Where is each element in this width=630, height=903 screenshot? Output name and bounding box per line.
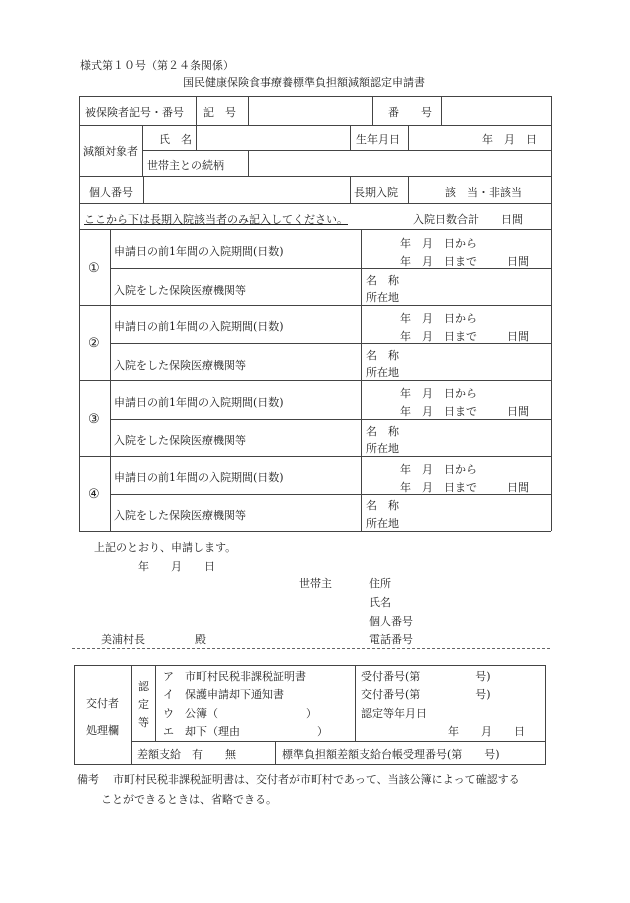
hospital-name-label: 名 称	[366, 499, 399, 512]
hospital-name-label: 名 称	[366, 349, 399, 362]
processor-label-1: 交付者	[86, 697, 119, 710]
stay-period-label: 申請日の前1年間の入院期間(日数)	[114, 471, 284, 484]
stay-period-label: 申請日の前1年間の入院期間(日数)	[114, 396, 284, 409]
applicant-name-label: 氏名	[369, 596, 391, 609]
hospital-label: 入院をした保険医療機関等	[114, 359, 246, 372]
relation-label: 世帯主との続柄	[147, 159, 224, 172]
hospital-address-label: 所在地	[366, 517, 399, 530]
issue-number-label: 交付番号(第 号)	[361, 688, 491, 701]
total-days-label: 入院日数合計 日間	[413, 213, 523, 226]
hospital-label: 入院をした保険医療機関等	[114, 434, 246, 447]
cert-item-a: ア 市町村民税非課税証明書	[163, 670, 306, 683]
applicant-individual-number-label: 個人番号	[369, 615, 413, 628]
stay-from: 年 月 日から	[400, 463, 477, 476]
stay-from: 年 月 日から	[400, 237, 477, 250]
cert-item-u: ウ 公簿（ ）	[163, 707, 317, 720]
phone-label: 電話番号	[369, 633, 413, 646]
hospital-label: 入院をした保険医療機関等	[114, 509, 246, 522]
individual-number-label: 個人番号	[89, 186, 133, 199]
hospital-label: 入院をした保険医療機関等	[114, 284, 246, 297]
receipt-number-label: 受付番号(第 号)	[361, 670, 491, 683]
long-stay-note: ここから下は長期入院該当者のみ記入してください。	[84, 213, 348, 226]
period-mark: ④	[88, 487, 100, 502]
period-mark: ②	[88, 336, 100, 351]
birth-date-ymd: 年 月 日	[482, 133, 537, 146]
householder-label: 世帯主	[299, 577, 332, 590]
certification-date-ymd: 年 月 日	[448, 725, 525, 738]
form-title: 国民健康保険食事療養標準負担額減額認定申請書	[183, 76, 425, 89]
stay-days: 日間	[507, 330, 529, 343]
stay-to: 年 月 日まで	[400, 255, 477, 268]
stay-from: 年 月 日から	[400, 312, 477, 325]
hospital-address-label: 所在地	[366, 291, 399, 304]
insured-symbol-number-label: 被保険者記号・番号	[85, 106, 184, 119]
stay-to: 年 月 日まで	[400, 405, 477, 418]
stay-period-label: 申請日の前1年間の入院期間(日数)	[114, 245, 284, 258]
ledger-number-label: 標準負担額差額支給台帳受理番号(第 号)	[282, 748, 500, 761]
period-mark: ①	[88, 261, 100, 276]
stay-period-label: 申請日の前1年間の入院期間(日数)	[114, 320, 284, 333]
target-person-label: 減額対象者	[83, 145, 138, 158]
birth-date-label: 生年月日	[356, 133, 400, 146]
stay-from: 年 月 日から	[400, 387, 477, 400]
certification-label-3: 等	[138, 716, 149, 729]
processor-label-2: 処理欄	[86, 724, 119, 737]
cert-item-i: イ 保護申請却下通知書	[163, 688, 284, 701]
form-number: 様式第１０号（第２４条関係）	[80, 59, 234, 72]
address-label: 住所	[369, 577, 391, 590]
stay-to: 年 月 日まで	[400, 481, 477, 494]
stay-days: 日間	[507, 405, 529, 418]
certification-label-2: 定	[138, 698, 149, 711]
remarks-label: 備考	[77, 773, 99, 786]
hospital-name-label: 名 称	[366, 425, 399, 438]
stay-to: 年 月 日まで	[400, 330, 477, 343]
stay-days: 日間	[507, 255, 529, 268]
application-statement: 上記のとおり、申請します。	[94, 541, 237, 554]
hospital-address-label: 所在地	[366, 442, 399, 455]
hospital-name-label: 名 称	[366, 274, 399, 287]
long-stay-choice[interactable]: 該 当・非該当	[445, 186, 522, 199]
long-stay-label: 長期入院	[354, 186, 398, 199]
symbol-label: 記 号	[203, 106, 236, 119]
remarks-line-2: ことができるときは、省略できる。	[101, 793, 277, 806]
period-mark: ③	[88, 412, 100, 427]
cert-item-e: エ 却下（理由 ）	[163, 725, 328, 738]
name-label: 氏 名	[159, 133, 192, 146]
cut-line	[72, 648, 550, 649]
application-date: 年 月 日	[138, 560, 215, 573]
honorific: 殿	[195, 633, 206, 646]
certification-label-1: 認	[138, 680, 149, 693]
hospital-address-label: 所在地	[366, 366, 399, 379]
addressee: 美浦村長	[101, 633, 145, 646]
difference-payment: 差額支給 有 無	[137, 748, 236, 761]
remarks-line-1: 市町村民税非課税証明書は、交付者が市町村であって、当該公簿によって確認する	[113, 773, 520, 786]
number-label: 番 号	[388, 106, 432, 119]
certification-date-label: 認定等年月日	[361, 707, 427, 720]
stay-days: 日間	[507, 481, 529, 494]
